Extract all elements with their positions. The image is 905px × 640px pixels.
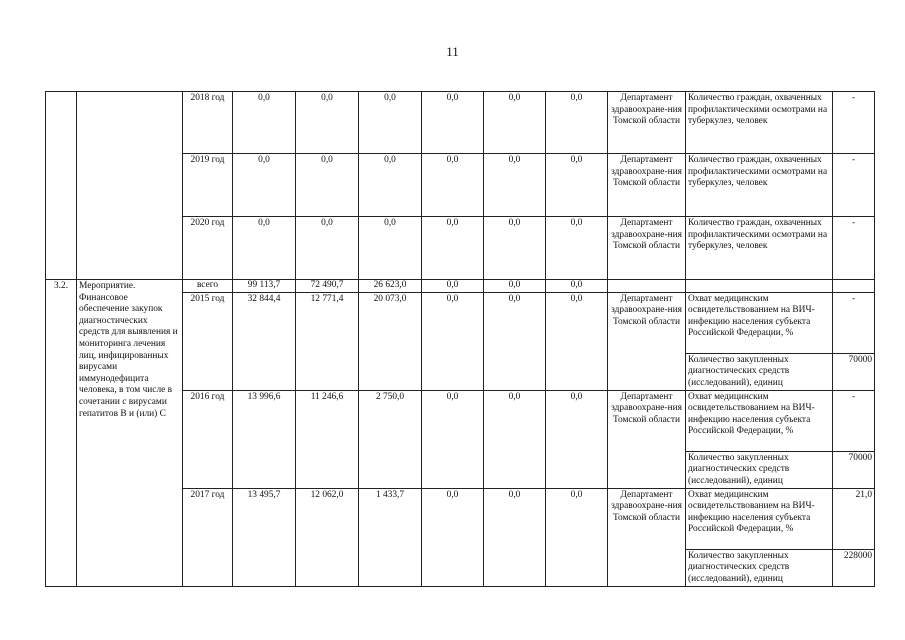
year-cell: 2015 год [183, 292, 233, 390]
department-cell: Департамент здравоохране-ния Томской области [608, 292, 686, 390]
value-cell: 0,0 [546, 92, 608, 154]
value-cell: 0,0 [546, 390, 608, 488]
value-cell: 0,0 [359, 217, 422, 280]
value-cell: 0,0 [484, 154, 546, 217]
indicator-cell: Количество закупленных диагностических средств (исследований), единиц [686, 353, 833, 390]
value-cell: 0,0 [484, 280, 546, 293]
value-cell: 0,0 [422, 292, 484, 390]
year-cell: всего [183, 280, 233, 293]
value-cell: 0,0 [422, 154, 484, 217]
activity-cell [77, 92, 183, 280]
indicator-cell: Охват медицинским освидетельствованием на ВИЧ-инфекцию населения субъекта Российской Федерации, % [686, 488, 833, 549]
department-cell [608, 280, 686, 293]
value-cell: 0,0 [484, 92, 546, 154]
department-cell: Департамент здравоохране-ния Томской области [608, 92, 686, 154]
value-cell: 0,0 [546, 292, 608, 390]
value-cell: 2 750,0 [359, 390, 422, 488]
indicator-cell: Количество граждан, охваченных профилактическими осмотрами на туберкулез, человек [686, 92, 833, 154]
value-cell: 0,0 [484, 292, 546, 390]
table-row [46, 280, 875, 293]
indicator-value-cell: - [833, 154, 875, 217]
value-cell: 0,0 [484, 488, 546, 586]
value-cell: 0,0 [422, 217, 484, 280]
value-cell: 0,0 [422, 488, 484, 586]
indicator-cell: Количество закупленных диагностических средств (исследований), единиц [686, 451, 833, 488]
value-cell: 20 073,0 [359, 292, 422, 390]
year-cell: 2017 год [183, 488, 233, 586]
value-cell: 0,0 [546, 154, 608, 217]
value-cell: 0,0 [484, 217, 546, 280]
value-cell: 12 771,4 [296, 292, 359, 390]
program-table [45, 91, 875, 587]
year-cell: 2016 год [183, 390, 233, 488]
value-cell: 0,0 [359, 92, 422, 154]
value-cell: 0,0 [484, 390, 546, 488]
indicator-cell: Количество граждан, охваченных профилактическими осмотрами на туберкулез, человек [686, 217, 833, 280]
indicator-value-cell: - [833, 390, 875, 451]
value-cell: 0,0 [422, 280, 484, 293]
value-cell: 0,0 [422, 390, 484, 488]
department-cell: Департамент здравоохране-ния Томской области [608, 488, 686, 586]
value-cell: 0,0 [296, 154, 359, 217]
indicator-cell: Количество закупленных диагностических средств (исследований), единиц [686, 549, 833, 586]
row-number-cell [46, 92, 77, 280]
value-cell: 11 246,6 [296, 390, 359, 488]
value-cell: 99 113,7 [233, 280, 296, 293]
indicator-value-cell: 228000 [833, 549, 875, 586]
value-cell: 0,0 [296, 92, 359, 154]
indicator-cell: Охват медицинским освидетельствованием на ВИЧ-инфекцию населения субъекта Российской Федерации, % [686, 390, 833, 451]
value-cell: 0,0 [233, 154, 296, 217]
value-cell: 26 623,0 [359, 280, 422, 293]
year-cell: 2018 год [183, 92, 233, 154]
indicator-value-cell [833, 280, 875, 293]
indicator-cell: Количество граждан, охваченных профилактическими осмотрами на туберкулез, человек [686, 154, 833, 217]
indicator-value-cell: - [833, 92, 875, 154]
value-cell: 13 495,7 [233, 488, 296, 586]
indicator-value-cell: - [833, 292, 875, 353]
indicator-value-cell: 21,0 [833, 488, 875, 549]
section-number: 3.2. [46, 280, 77, 587]
value-cell: 13 996,6 [233, 390, 296, 488]
value-cell: 0,0 [233, 217, 296, 280]
value-cell: 1 433,7 [359, 488, 422, 586]
value-cell: 0,0 [233, 92, 296, 154]
year-cell: 2020 год [183, 217, 233, 280]
indicator-value-cell: 70000 [833, 451, 875, 488]
value-cell: 0,0 [546, 217, 608, 280]
value-cell: 0,0 [546, 280, 608, 293]
value-cell: 32 844,4 [233, 292, 296, 390]
value-cell: 0,0 [422, 92, 484, 154]
value-cell: 0,0 [296, 217, 359, 280]
indicator-cell: Охват медицинским освидетельствованием на ВИЧ-инфекцию населения субъекта Российской Федерации, % [686, 292, 833, 353]
department-cell: Департамент здравоохране-ния Томской области [608, 390, 686, 488]
indicator-value-cell: - [833, 217, 875, 280]
value-cell: 12 062,0 [296, 488, 359, 586]
table-row [46, 92, 875, 154]
value-cell: 0,0 [359, 154, 422, 217]
page-number: 11 [446, 44, 459, 59]
activity-title: Мероприятие. Финансовое обеспечение закупок диагностических средств для выявления и мониторинга лечения лиц, инфицированных вирусами иммунодефицита человека, в том числе в сочетании с вирусами гепатитов B и (или) C [77, 280, 183, 587]
department-cell: Департамент здравоохране-ния Томской области [608, 217, 686, 280]
value-cell: 72 490,7 [296, 280, 359, 293]
value-cell: 0,0 [546, 488, 608, 586]
indicator-value-cell: 70000 [833, 353, 875, 390]
year-cell: 2019 год [183, 154, 233, 217]
indicator-cell [686, 280, 833, 293]
department-cell: Департамент здравоохране-ния Томской области [608, 154, 686, 217]
